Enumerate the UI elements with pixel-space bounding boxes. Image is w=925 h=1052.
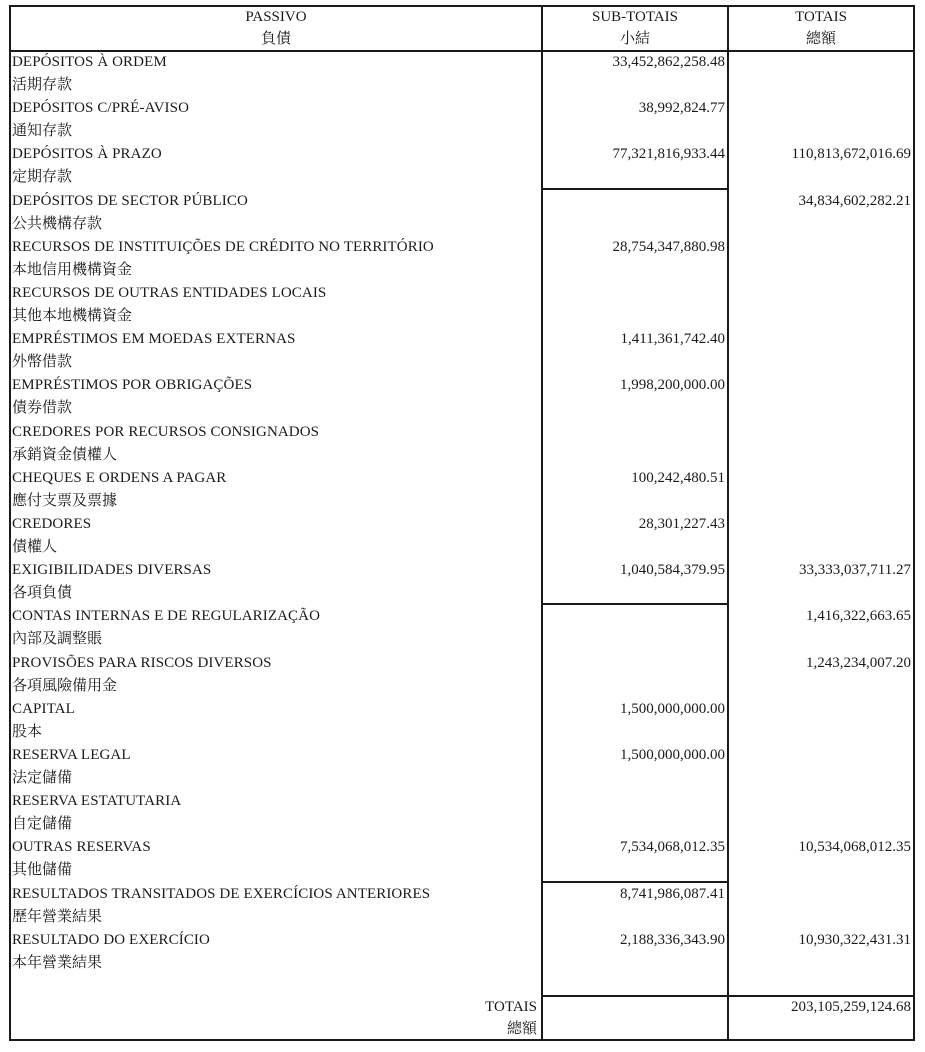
row-subtotal [543,652,725,675]
row-total: 10,534,068,012.35 [798,839,911,856]
row-subtotal [543,790,725,813]
row-subtotal: 77,321,816,933.44 [612,146,725,163]
row-subtotal: 100,242,480.51 [631,469,725,486]
row-total [729,883,911,906]
row-subtotal: 38,992,824.77 [638,100,725,117]
row-total [729,51,911,74]
row-label-zh: 定期存款 [12,169,73,186]
row-label-pt: RESULTADOS TRANSITADOS DE EXERCÍCIOS ANTERIORES [12,885,431,902]
row-label-pt: EMPRÉSTIMOS EM MOEDAS EXTERNAS [12,331,296,348]
row-total: 34,834,602,282.21 [798,192,911,209]
row-total [729,744,911,767]
row-label-zh: 其他儲備 [12,862,73,879]
row-label-zh: 外幣借款 [12,354,73,371]
row-label-zh: 股本 [12,723,43,740]
row-label-pt: RECURSOS DE OUTRAS ENTIDADES LOCAIS [12,285,327,301]
row-total: 1,243,234,007.20 [806,654,911,671]
header-passivo-zh: 負債 [260,31,291,47]
row-subtotal: 1,411,361,742.40 [620,331,725,348]
row-label-pt: DEPÓSITOS À PRAZO [12,146,162,163]
row-total [729,282,911,305]
row-subtotal: 8,741,986,087.41 [620,885,725,902]
footer-totais-label: TOTAIS [485,999,537,1015]
footer-totais-label-zh: 總額 [506,1021,537,1037]
row-subtotal [543,282,725,305]
row-label-zh: 法定儲備 [12,770,73,786]
balance-sheet-liabilities-table [9,5,915,1041]
row-label-zh: 本年營業結果 [12,954,103,971]
row-subtotal [543,605,725,628]
header-totais-zh: 總額 [805,31,836,47]
row-subtotal: 7,534,068,012.35 [620,839,725,856]
header-sub-totais-zh: 小結 [619,31,650,47]
row-label-pt: DEPÓSITOS DE SECTOR PÚBLICO [12,192,248,209]
row-subtotal [543,190,725,213]
row-subtotal: 1,500,000,000.00 [620,700,725,717]
row-total: 110,813,672,016.69 [791,146,911,163]
row-label-pt: EMPRÉSTIMOS POR OBRIGAÇÕES [12,377,253,394]
row-subtotal: 28,301,227.43 [638,516,725,532]
row-label-zh: 其他本地機構資金 [12,308,133,324]
row-label-pt: CONTAS INTERNAS E DE REGULARIZAÇÃO [12,608,321,625]
row-label-pt: RESULTADO DO EXERCÍCIO [12,931,210,948]
row-label-zh: 歷年營業結果 [12,908,103,925]
row-label-zh: 債權人 [12,539,58,555]
row-total: 10,930,322,431.31 [798,931,911,948]
row-total [729,698,911,721]
row-label-zh: 各項風險備用金 [12,677,118,694]
row-label-zh: 通知存款 [12,123,73,140]
row-label-pt: RESERVA LEGAL [12,747,131,763]
grand-total-value: 203,105,259,124.68 [791,999,911,1015]
header-sub-totais: SUB-TOTAIS [591,9,679,25]
row-label-zh: 應付支票及票據 [12,492,118,509]
row-subtotal: 1,500,000,000.00 [620,747,725,763]
row-total [729,513,911,536]
row-subtotal: 1,040,584,379.95 [620,562,725,579]
row-label-pt: EXIGIBILIDADES DIVERSAS [12,562,212,579]
row-label-zh: 自定儲備 [12,816,73,833]
row-subtotal [543,421,725,444]
row-label-zh: 活期存款 [12,77,73,93]
row-total [729,328,911,351]
row-label-pt: DEPÓSITOS À ORDEM [12,54,167,70]
row-total: 33,333,037,711.27 [799,562,911,579]
header-totais: TOTAIS [795,9,847,25]
row-label-zh: 公共機構存款 [12,215,103,232]
row-total: 1,416,322,663.65 [806,608,911,625]
row-total [729,97,911,120]
row-subtotal: 33,452,862,258.48 [612,54,725,70]
row-label-pt: RECURSOS DE INSTITUIÇÕES DE CRÉDITO NO TERRITÓRIO [12,238,434,255]
row-label-pt: OUTRAS RESERVAS [12,839,151,856]
row-total [729,374,911,397]
row-total [729,790,911,813]
row-total [729,467,911,490]
row-label-pt: PROVISÕES PARA RISCOS DIVERSOS [12,654,272,671]
row-total [729,236,911,259]
row-label-zh: 承銷資金債權人 [12,446,118,463]
row-subtotal: 2,188,336,343.90 [620,931,725,948]
row-label-pt: CAPITAL [12,700,75,717]
row-label-zh: 本地信用機構資金 [12,261,133,278]
row-label-pt: RESERVA ESTATUTARIA [12,793,182,810]
header-passivo: PASSIVO [245,9,307,25]
row-label-pt: DEPÓSITOS C/PRÉ-AVISO [12,100,190,117]
row-label-pt: CREDORES POR RECURSOS CONSIGNADOS [12,423,320,440]
row-label-zh: 各項負債 [12,585,73,602]
row-subtotal: 1,998,200,000.00 [620,377,725,394]
row-total [729,421,911,444]
row-label-pt: CREDORES [12,516,92,532]
row-label-zh: 債券借款 [12,400,73,417]
row-label-pt: CHEQUES E ORDENS A PAGAR [12,469,227,486]
row-label-zh: 內部及調整賬 [12,631,103,648]
row-subtotal: 28,754,347,880.98 [612,238,725,255]
